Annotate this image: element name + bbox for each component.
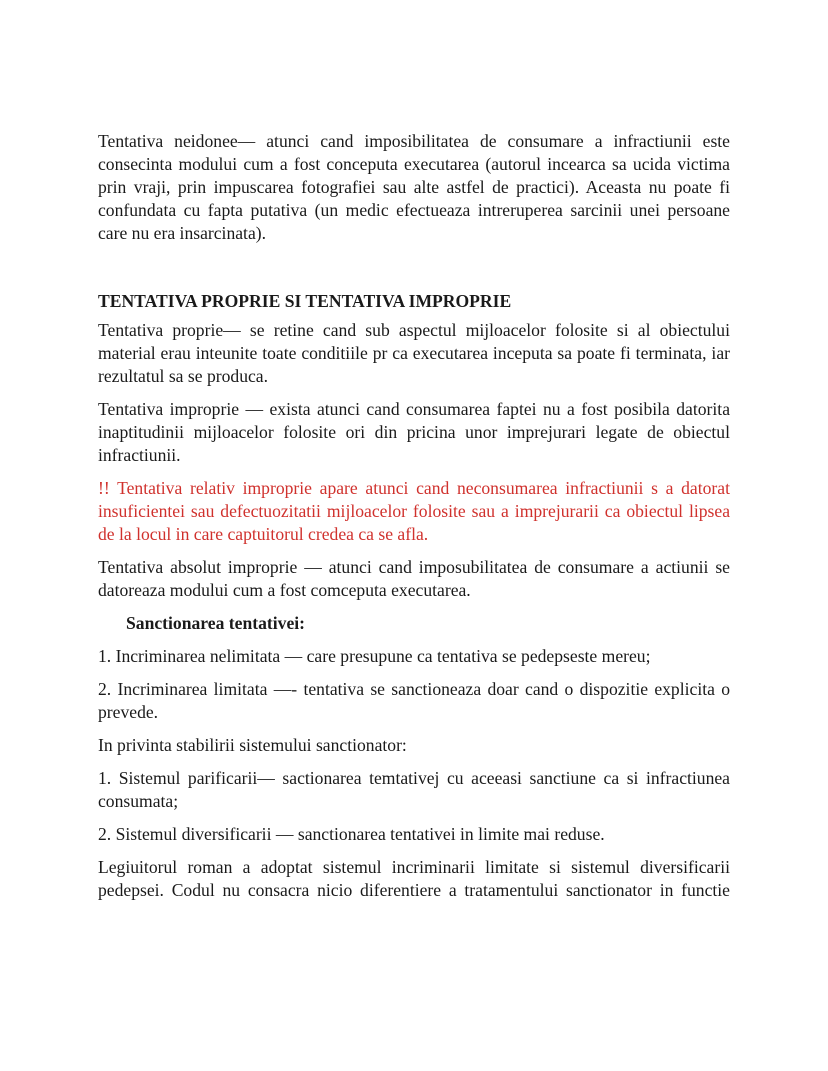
section-heading: TENTATIVA PROPRIE SI TENTATIVA IMPROPRIE [98,291,512,311]
paragraph-sistem-sanctionator: In privinta stabilirii sistemului sanctionator: [98,735,407,755]
paragraph-tentativa-relativ-improprie: !! Tentativa relativ improprie apare atunci cand neconsumarea infractiunii s a datorat insuficientei sau defectuozitatii mijloacelor folosite sau a imprejurarii ca obiectul lipsea de la locul in care captuitorul credea ca se afla. [98,478,730,544]
document-page [98,130,730,902]
list-item-incriminarea-limitata: 2. Incriminarea limitata —- tentativa se sanctioneaza doar cand o dispozitie explicita o prevede. [98,679,730,722]
list-item-sistemul-parificarii: 1. Sistemul parificarii— sactionarea temtativej cu aceeasi sanctiune ca si infractiunea consumata; [98,768,730,811]
list-item-sistemul-diversificarii: 2. Sistemul diversificarii — sanctionarea tentativei in limite mai reduse. [98,824,605,844]
paragraph-tentativa-improprie: Tentativa improprie — exista atunci cand consumarea faptei nu a fost posibila datorita inaptitudinii mijloacelor folosite ori din pricina unor imprejurari legate de obiectul infractiunii. [98,399,730,465]
subheading-sanctionarea: Sanctionarea tentativei: [126,613,306,633]
paragraph-tentativa-proprie: Tentativa proprie— se retine cand sub aspectul mijloacelor folosite si al obiectului material erau inteunite toate conditiile pr ca executarea inceputa sa poate fi terminata, iar rezultatul sa se produca. [98,320,730,386]
paragraph-legiuitorul-roman: Legiuitorul roman a adoptat sistemul incriminarii limitate si sistemul diversificarii pedepsei. Codul nu consacra nicio diferentiere a tratamentului sanctionator in functie [98,857,730,900]
list-item-incriminarea-nelimitata: 1. Incriminarea nelimitata — care presupune ca tentativa se pedepseste mereu; [98,646,651,666]
paragraph-tentativa-neidonee: Tentativa neidonee— atunci cand imposibilitatea de consumare a infractiunii este consecinta modului cum a fost conceputa executarea (autorul incearca sa ucida victima prin vraji, prin impuscarea fotografiei sau alte astfel de practici). Aceasta nu poate fi confundata cu fapta putativa (un medic efectueaza intreruperea sarcinii unei persoane care nu era insarcinata). [98,131,730,243]
paragraph-tentativa-absolut-improprie: Tentativa absolut improprie — atunci cand imposubilitatea de consumare a actiunii se datoreaza modului cum a fost comceputa executarea. [98,557,730,600]
